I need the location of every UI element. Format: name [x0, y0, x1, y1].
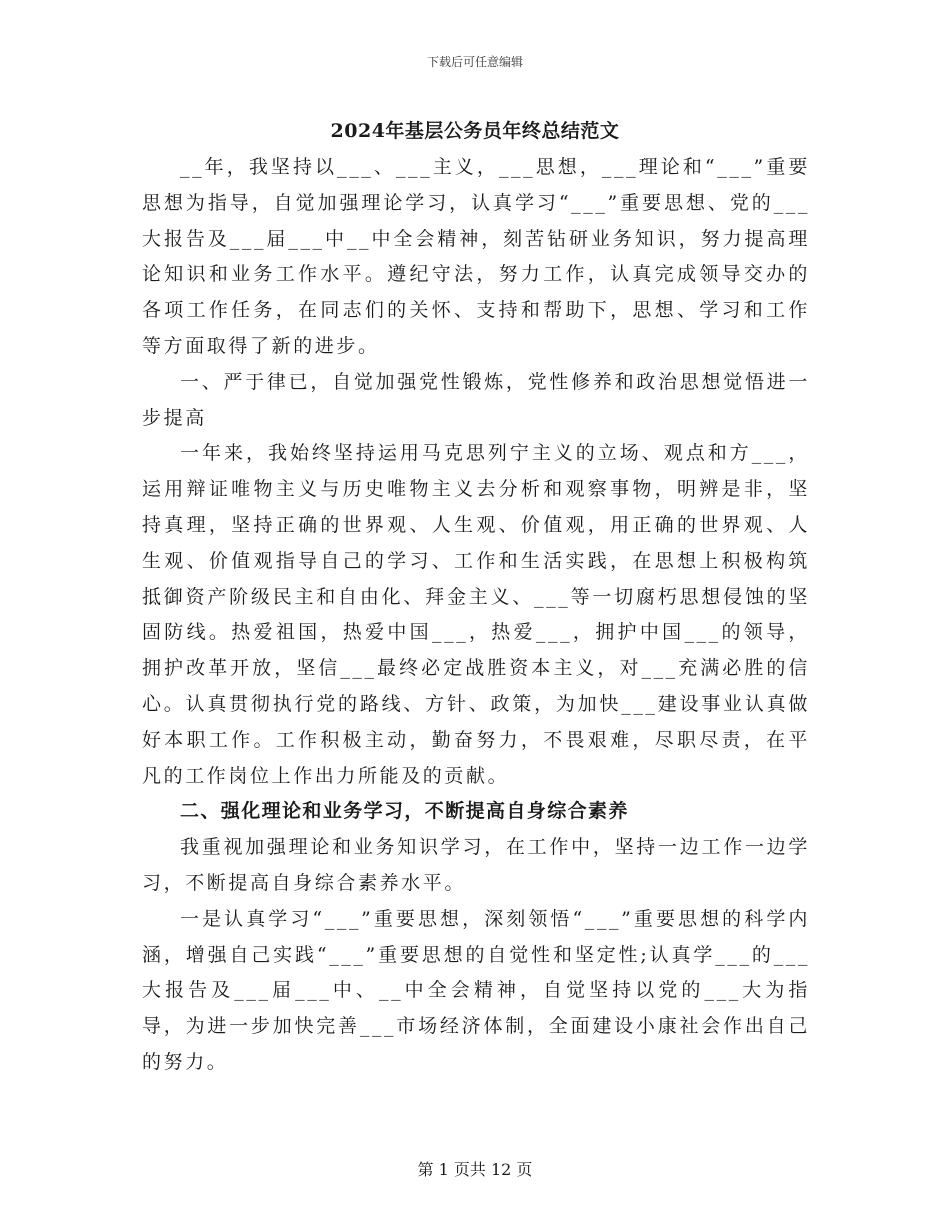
- section-one-heading: 一、严于律已，自觉加强党性锻炼，党性修养和政治思想觉悟进一步提高: [142, 370, 810, 429]
- section-two-intro-paragraph: 我重视加强理论和业务知识学习，在工作中，坚持一边工作一边学习，不断提高自身综合素养水平。: [142, 836, 810, 894]
- header-note: 下载后可任意编辑: [426, 55, 523, 69]
- document-body: [142, 150, 810, 1081]
- section-one-paragraph: 一年来，我始终坚持运用马克思列宁主义的立场、观点和方___，运用辩证唯物主义与历史唯物主义去分析和观察事物，明辨是非，坚持真理，坚持正确的世界观、人生观、价值观，用正确的世界观、人生观、价值观指导自己的学习、工作和生活实践，在思想上积极构筑抵御资产阶级民主和自由化、拜金主义、___等一切腐朽思想侵蚀的坚固防线。热爱祖国，热爱中国___，热爱___，拥护中国___的领导，拥护改革开放，坚信___最终必定战胜资本主义，对___充满必胜的信心。认真贯彻执行党的路线、方针、政策，为加快___建设事业认真做好本职工作。工作积极主动，勤奋努力，不畏艰难，尽职尽责，在平凡的工作岗位上作出力所能及的贡献。: [142, 442, 810, 787]
- section-two-heading: 二、强化理论和业务学习，不断提高自身综合素养: [180, 800, 629, 823]
- page-footer: 第 1 页共 12 页: [417, 1160, 533, 1179]
- document-title: 2024年基层公务员年终总结范文: [330, 120, 620, 142]
- section-two-point-one-paragraph: 一是认真学习“___”重要思想，深刻领悟“___”重要思想的科学内涵，增强自己实践“___”重要思想的自觉性和坚定性;认真学___的___大报告及___届___中、__中全会精神，自觉坚持以党的___大为指导，为进一步加快完善___市场经济体制，全面建设小康社会作出自己的努力。: [142, 907, 810, 1073]
- intro-paragraph: __年，我坚持以___、___主义，___思想，___理论和“___”重要思想为指导，自觉加强理论学习，认真学习“___”重要思想、党的___大报告及___届___中__中全会精神，刻苦钻研业务知识，努力提高理论知识和业务工作水平。遵纪守法，努力工作，认真完成领导交办的各项工作任务，在同志们的关怀、支持和帮助下，思想、学习和工作等方面取得了新的进步。: [142, 156, 810, 357]
